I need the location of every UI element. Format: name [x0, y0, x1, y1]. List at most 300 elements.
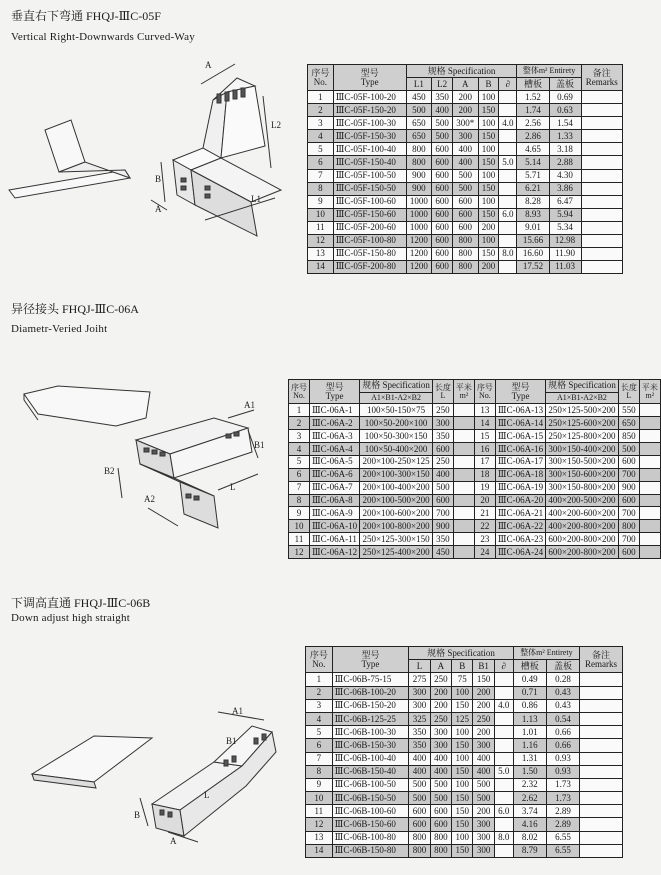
table-cell: 24 — [474, 546, 495, 559]
table-row — [308, 169, 623, 182]
table-cell: 200 — [473, 699, 494, 712]
table-cell: ⅢC-06A-7 — [310, 481, 360, 494]
table-cell: 150 — [478, 156, 499, 169]
table-cell — [453, 494, 474, 507]
table-cell: 100 — [478, 91, 499, 104]
table-cell: 19 — [474, 481, 495, 494]
table-cell: 200 — [473, 805, 494, 818]
table-cell: 600 — [432, 182, 453, 195]
table-cell: 21 — [474, 507, 495, 520]
table-cell: 12 — [308, 234, 334, 247]
curved-way-drawing — [5, 50, 295, 220]
table-cell: 0.63 — [549, 104, 581, 117]
table-cell — [580, 844, 623, 857]
table-cell: 400 — [473, 752, 494, 765]
table-cell: 350 — [432, 91, 453, 104]
table-cell: 500 — [618, 443, 639, 456]
label-b1: B1 — [226, 736, 237, 746]
table-cell: 16 — [474, 443, 495, 456]
section-3-title: 下调高直通 FHQJ-ⅢC-06B — [11, 596, 151, 610]
table-cell — [453, 520, 474, 533]
table-cell: 0.43 — [546, 686, 579, 699]
table-row — [289, 443, 661, 456]
table-cell: ⅢC-06A-9 — [310, 507, 360, 520]
table-cell: 300×150-800×200 — [546, 481, 619, 494]
table-cell: 1.31 — [513, 752, 546, 765]
table-cell — [639, 430, 660, 443]
table-cell: 200 — [452, 91, 478, 104]
table-cell: 400 — [452, 156, 478, 169]
table-cell: 5.14 — [517, 156, 549, 169]
table-cell: ⅢC-06A-22 — [495, 520, 545, 533]
table-cell: 400 — [430, 752, 451, 765]
table-cell: 3.74 — [513, 805, 546, 818]
table-cell — [639, 404, 660, 417]
table-cell: ⅢC-05F-150-40 — [333, 156, 406, 169]
table-cell: 500 — [409, 778, 430, 791]
table-cell: 200 — [452, 104, 478, 117]
table-cell: 2 — [308, 104, 334, 117]
table-cell: ⅢC-05F-150-20 — [333, 104, 406, 117]
table-cell: ⅢC-06B-150-80 — [332, 844, 409, 857]
table-cell: 200×100-250×125 — [360, 455, 433, 468]
table-cell: 22 — [474, 520, 495, 533]
section-2-subtitle: Diametr-Veried Joiht — [11, 323, 108, 335]
table-cell: ⅢC-06B-125-25 — [332, 712, 409, 725]
table-cell: 500 — [432, 117, 453, 130]
table-cell — [580, 805, 623, 818]
table-cell — [494, 792, 513, 805]
table-cell: ⅢC-05F-200-60 — [333, 221, 406, 234]
table-cell: 0.69 — [549, 91, 581, 104]
table-cell: 14 — [308, 260, 334, 273]
table-cell: 600 — [618, 494, 639, 507]
table-cell: 5.0 — [499, 156, 517, 169]
table-cell — [453, 430, 474, 443]
table-cell: 200 — [478, 221, 499, 234]
table-cell — [453, 507, 474, 520]
table-cell: ⅢC-06A-12 — [310, 546, 360, 559]
table-cell — [499, 195, 517, 208]
table-cell — [639, 520, 660, 533]
table-cell: 1.01 — [513, 726, 546, 739]
table-row — [306, 818, 623, 831]
table-row — [289, 533, 661, 546]
table-cell: 800 — [452, 234, 478, 247]
table-cell: 350 — [409, 726, 430, 739]
table-cell: ⅢC-06A-6 — [310, 468, 360, 481]
table-cell: 200 — [473, 726, 494, 739]
table-row — [308, 117, 623, 130]
col-type: 型号 Type — [333, 65, 406, 91]
table-cell: ⅢC-06A-15 — [495, 430, 545, 443]
table-cell: 350 — [409, 739, 430, 752]
spec-table-06b: 序号 No. 型号 Type 规格 Specification 整体m² Entirety 备注 Remarks L A B B1 ∂ 槽板 盖板 1 ⅢC-06B-75-15 275 250 75 150 0.49 0.28 2 ⅢC-06B-100-20 300 200 100 200 0.71 0.43 3 ⅢC-06B-150-20 300 200 150 200 4.0 0.86 0.43 4 ⅢC-06B-125-25 325 250 125 250 1.13 0.54 5 ⅢC-06B-100-30 350 300 100 200 1.01 0.66 6 ⅢC-06B-150-30 350 300 150 300 1.16 0.66 7 ⅢC-06B-100-40 400 400 100 400 1.31 0.93 8 ⅢC-06B-150-40 400 400 150 400 5.0 1.50 0.93 9 ⅢC-06B-100-50 500 500 100 500 2.32 1.73 10 ⅢC-06B-150-50 500 500 150 500 2.62 1.73 11 ⅢC-06B-100-60 600 600 150 200 6.0 3.74 2.89 12 ⅢC-06B-150-60 600 600 150 300 4.16 2.89 13 ⅢC-06B-100-80 800 800 100 300 8.0 8.02 6.55 14 ⅢC-06B-150-80 800 800 150 300 8.79 6.55 — [305, 646, 623, 858]
label-b1: B1 — [254, 440, 265, 450]
table-cell — [580, 686, 623, 699]
table-cell: 800 — [452, 260, 478, 273]
table-cell — [499, 182, 517, 195]
table-cell: 300 — [430, 726, 451, 739]
table-cell: 6.47 — [549, 195, 581, 208]
table-cell: 600 — [452, 195, 478, 208]
table-cell: 400 — [432, 104, 453, 117]
table-cell: 500 — [473, 778, 494, 791]
table-cell: 500 — [430, 792, 451, 805]
section-2-title: 异径接头 FHQJ-ⅢC-06A — [11, 302, 139, 316]
table-cell: ⅢC-06A-10 — [310, 520, 360, 533]
table-row — [289, 507, 661, 520]
table-cell: 20 — [474, 494, 495, 507]
table-cell: 500 — [406, 104, 432, 117]
table-cell: 300 — [473, 739, 494, 752]
table-cell: 4 — [308, 130, 334, 143]
table-cell: 6 — [306, 739, 333, 752]
table-cell — [580, 752, 623, 765]
label-l: L — [204, 790, 210, 800]
table-cell: 100 — [478, 234, 499, 247]
table-cell: 100 — [452, 726, 473, 739]
table-cell — [453, 455, 474, 468]
table-cell: 325 — [409, 712, 430, 725]
table-cell: 18 — [474, 468, 495, 481]
table-row — [306, 752, 623, 765]
table-cell: 250 — [430, 673, 451, 686]
table-row — [289, 481, 661, 494]
table-cell: 6 — [308, 156, 334, 169]
table-row — [289, 520, 661, 533]
table-cell: 3.18 — [549, 143, 581, 156]
table-cell: 8 — [308, 182, 334, 195]
table-row — [306, 712, 623, 725]
table-cell: 3.86 — [549, 182, 581, 195]
table-cell: 800 — [409, 844, 430, 857]
table-cell: 600 — [432, 156, 453, 169]
table-cell: 150 — [452, 739, 473, 752]
table-cell — [494, 726, 513, 739]
table-cell: 200×100-500×200 — [360, 494, 433, 507]
table-cell: 8.02 — [513, 831, 546, 844]
table-cell: ⅢC-06A-20 — [495, 494, 545, 507]
table-cell: ⅢC-05F-100-60 — [333, 195, 406, 208]
table-row — [308, 130, 623, 143]
table-cell — [581, 169, 622, 182]
table-cell: 250 — [473, 712, 494, 725]
table-cell: 6.55 — [546, 844, 579, 857]
table-cell: 150 — [478, 182, 499, 195]
table-cell — [453, 533, 474, 546]
table-cell — [453, 546, 474, 559]
table-cell: 350 — [432, 533, 453, 546]
table-cell: ⅢC-05F-100-40 — [333, 143, 406, 156]
col-spec: 规格 Specification — [406, 65, 517, 78]
table-cell — [580, 778, 623, 791]
table-cell — [639, 455, 660, 468]
table-cell: ⅢC-06A-21 — [495, 507, 545, 520]
table-cell — [494, 739, 513, 752]
table-cell: 5 — [289, 455, 310, 468]
table-cell: 150 — [452, 805, 473, 818]
table-row — [308, 182, 623, 195]
table-cell: ⅢC-06A-2 — [310, 417, 360, 430]
table-cell: 500 — [432, 130, 453, 143]
table-cell: 1.54 — [549, 117, 581, 130]
table-cell: 1 — [306, 673, 333, 686]
down-adjust-drawing — [28, 686, 278, 846]
table-cell: 600×200-800×200 — [546, 533, 619, 546]
table-cell — [581, 182, 622, 195]
table-cell: 100×50-300×150 — [360, 430, 433, 443]
table-cell: 100 — [452, 752, 473, 765]
table-cell: 14 — [474, 417, 495, 430]
table-cell: ⅢC-05F-200-80 — [333, 260, 406, 273]
table-cell: 1.33 — [549, 130, 581, 143]
table-cell: 6.0 — [494, 805, 513, 818]
table-cell: 250 — [432, 404, 453, 417]
table-cell: 150 — [478, 208, 499, 221]
table-cell: 3 — [289, 430, 310, 443]
table-cell: 600 — [618, 546, 639, 559]
table-cell: 600 — [409, 805, 430, 818]
table-cell: 0.54 — [546, 712, 579, 725]
table-cell: 100 — [478, 117, 499, 130]
table-cell — [581, 156, 622, 169]
table-cell: 700 — [432, 507, 453, 520]
table-row — [308, 260, 623, 273]
table-cell: 600 — [432, 247, 453, 260]
table-cell: 200 — [473, 686, 494, 699]
table-cell — [580, 712, 623, 725]
table-cell: 11 — [289, 533, 310, 546]
table-cell: 6.21 — [517, 182, 549, 195]
table-cell: ⅢC-06A-24 — [495, 546, 545, 559]
table-row — [289, 404, 661, 417]
table-row — [306, 673, 623, 686]
table-cell: 2 — [306, 686, 333, 699]
table-cell: 9 — [289, 507, 310, 520]
table-cell — [580, 831, 623, 844]
table-cell: 150 — [478, 247, 499, 260]
table-cell: 1200 — [406, 260, 432, 273]
table-cell: ⅢC-06A-3 — [310, 430, 360, 443]
table-cell: 4.0 — [494, 699, 513, 712]
table-cell: 2.88 — [549, 156, 581, 169]
table-cell: 1200 — [406, 234, 432, 247]
table-cell: 0.86 — [513, 699, 546, 712]
table-cell: 9 — [306, 778, 333, 791]
table-cell: 300×150-400×200 — [546, 443, 619, 456]
table-cell: ⅢC-06A-13 — [495, 404, 545, 417]
table-cell — [581, 221, 622, 234]
table-cell: 150 — [473, 673, 494, 686]
table-cell: ⅢC-06A-1 — [310, 404, 360, 417]
table-cell: 0.43 — [546, 699, 579, 712]
table-cell: 800 — [430, 844, 451, 857]
table-cell: 200 — [430, 699, 451, 712]
table-cell: 2.89 — [546, 805, 579, 818]
table-cell — [494, 712, 513, 725]
table-cell: 600 — [432, 208, 453, 221]
label-a1: A1 — [244, 400, 255, 410]
table-row — [308, 104, 623, 117]
table-cell: 150 — [478, 104, 499, 117]
table-cell: 600 — [430, 818, 451, 831]
table-cell — [453, 468, 474, 481]
table-row — [308, 208, 623, 221]
table-cell: ⅢC-06A-5 — [310, 455, 360, 468]
table-cell: 7 — [306, 752, 333, 765]
table-row — [306, 686, 623, 699]
table-cell: 300 — [473, 831, 494, 844]
table-cell — [580, 792, 623, 805]
table-cell: ⅢC-05F-100-20 — [333, 91, 406, 104]
table-cell: 200×100-800×200 — [360, 520, 433, 533]
table-cell: 200 — [478, 260, 499, 273]
table-row — [289, 430, 661, 443]
table-cell — [499, 143, 517, 156]
table-cell: 0.49 — [513, 673, 546, 686]
table-cell: 5.34 — [549, 221, 581, 234]
table-cell: 100 — [478, 169, 499, 182]
table-cell: 8.93 — [517, 208, 549, 221]
table-cell: 500 — [409, 792, 430, 805]
table-cell: 9 — [308, 195, 334, 208]
table-cell: ⅢC-06B-100-40 — [332, 752, 409, 765]
table-cell: 5.94 — [549, 208, 581, 221]
table-cell: 600 — [430, 805, 451, 818]
table-cell: 550 — [618, 404, 639, 417]
table-row — [308, 234, 623, 247]
table-cell: 500 — [452, 182, 478, 195]
table-row — [306, 778, 623, 791]
table-cell: 15.66 — [517, 234, 549, 247]
table-row — [308, 221, 623, 234]
table-cell — [639, 533, 660, 546]
table-cell: 4.30 — [549, 169, 581, 182]
table-row — [308, 156, 623, 169]
table-cell — [494, 778, 513, 791]
table-cell: 11 — [306, 805, 333, 818]
table-cell: ⅢC-05F-100-50 — [333, 169, 406, 182]
table-cell: 14 — [306, 844, 333, 857]
table-cell: 0.71 — [513, 686, 546, 699]
table-cell: 800 — [452, 247, 478, 260]
table-cell: 11.03 — [549, 260, 581, 273]
table-row — [289, 546, 661, 559]
table-cell: 600 — [618, 455, 639, 468]
table-cell: 1.73 — [546, 778, 579, 791]
table-cell: 7 — [289, 481, 310, 494]
table-cell: 16.60 — [517, 247, 549, 260]
table-cell — [499, 221, 517, 234]
spec-table-05f: 序号 No. 型号 Type 规格 Specification 整体m² Entirety 备注 Remarks L1 L2 A B ∂ 槽板 盖板 1 ⅢC-05F-100-20 450 350 200 100 1.52 0.69 2 ⅢC-05F-150-20 500 400 200 150 1.74 0.63 3 ⅢC-05F-100-30 650 500 300* 100 4.0 2.56 1.54 4 ⅢC-05F-150-30 650 500 300 150 2.86 1.33 5 ⅢC-05F-100-40 800 600 400 100 4.65 3.18 6 ⅢC-05F-150-40 800 600 400 150 5.0 5.14 2.88 7 ⅢC-05F-100-50 900 600 500 100 5.71 4.30 8 ⅢC-05F-150-50 900 600 500 150 6.21 3.86 9 ⅢC-05F-100-60 1000 600 600 100 8.28 6.47 10 ⅢC-05F-150-60 1000 600 600 150 6.0 8.93 5.94 11 ⅢC-05F-200-60 1000 600 600 200 9.01 5.34 12 ⅢC-05F-100-80 1200 600 800 100 15.66 12.98 13 ⅢC-05F-150-80 1200 600 800 150 8.0 16.60 11.90 14 ⅢC-05F-200-80 1200 600 800 200 17.52 11.03 — [307, 64, 623, 274]
table-cell: 700 — [618, 468, 639, 481]
table-cell: 9.01 — [517, 221, 549, 234]
table-cell: ⅢC-06B-100-30 — [332, 726, 409, 739]
table-cell: 4.65 — [517, 143, 549, 156]
table-cell — [581, 208, 622, 221]
table-cell: 7 — [308, 169, 334, 182]
table-cell: 800 — [406, 156, 432, 169]
table-cell — [494, 752, 513, 765]
table-cell — [453, 404, 474, 417]
reducer-drawing — [18, 378, 280, 538]
table-cell: 600 — [432, 260, 453, 273]
table-cell: 600 — [432, 195, 453, 208]
table-cell: ⅢC-05F-100-30 — [333, 117, 406, 130]
table-cell: 500 — [430, 778, 451, 791]
table-cell: 400×200-500×200 — [546, 494, 619, 507]
table-cell: 2 — [289, 417, 310, 430]
table-cell: 300* — [452, 117, 478, 130]
label-b: B — [134, 810, 141, 820]
table-cell: 400 — [409, 765, 430, 778]
table-cell: 600 — [432, 443, 453, 456]
table-cell: 300×150-600×200 — [546, 468, 619, 481]
table-cell: 2.86 — [517, 130, 549, 143]
table-cell: 10 — [289, 520, 310, 533]
table-cell — [581, 117, 622, 130]
table-cell: ⅢC-06B-150-50 — [332, 792, 409, 805]
table-cell — [494, 686, 513, 699]
table-cell: 11 — [308, 221, 334, 234]
table-cell: 900 — [432, 520, 453, 533]
table-cell: 0.66 — [546, 739, 579, 752]
table-cell: 2.89 — [546, 818, 579, 831]
table-cell — [580, 673, 623, 686]
table-cell — [581, 247, 622, 260]
table-cell: 0.93 — [546, 752, 579, 765]
table-cell — [639, 443, 660, 456]
table-cell: 250×125-300×150 — [360, 533, 433, 546]
table-cell — [581, 104, 622, 117]
table-cell: 1.50 — [513, 765, 546, 778]
table-cell: 150 — [452, 844, 473, 857]
table-cell: 5.71 — [517, 169, 549, 182]
table-cell: 2.62 — [513, 792, 546, 805]
table-cell: 3 — [308, 117, 334, 130]
table-cell: 600 — [432, 494, 453, 507]
table-cell — [639, 494, 660, 507]
table-05f-body — [308, 91, 623, 274]
table-cell: 400 — [432, 468, 453, 481]
table-cell — [499, 130, 517, 143]
col-entirety: 整体m² Entirety — [517, 65, 581, 78]
table-cell: 900 — [406, 169, 432, 182]
table-cell: 200×100-400×200 — [360, 481, 433, 494]
table-cell: ⅢC-06A-19 — [495, 481, 545, 494]
table-cell: 13 — [474, 404, 495, 417]
table-cell: 500 — [473, 792, 494, 805]
col-type-a: 型号 Type — [310, 380, 360, 404]
table-row — [289, 494, 661, 507]
label-a1: A1 — [232, 706, 243, 716]
table-cell: 850 — [618, 430, 639, 443]
table-cell: 250×125-600×200 — [546, 417, 619, 430]
col-no: 序号 No. — [308, 65, 334, 91]
table-cell: 4 — [289, 443, 310, 456]
table-cell: 4.16 — [513, 818, 546, 831]
table-cell: 75 — [452, 673, 473, 686]
table-cell: 8.0 — [494, 831, 513, 844]
table-cell: 8 — [306, 765, 333, 778]
table-cell — [639, 546, 660, 559]
table-cell: 300×150-500×200 — [546, 455, 619, 468]
table-cell: ⅢC-05F-150-50 — [333, 182, 406, 195]
table-cell: 5 — [306, 726, 333, 739]
table-row — [308, 91, 623, 104]
table-row — [289, 455, 661, 468]
